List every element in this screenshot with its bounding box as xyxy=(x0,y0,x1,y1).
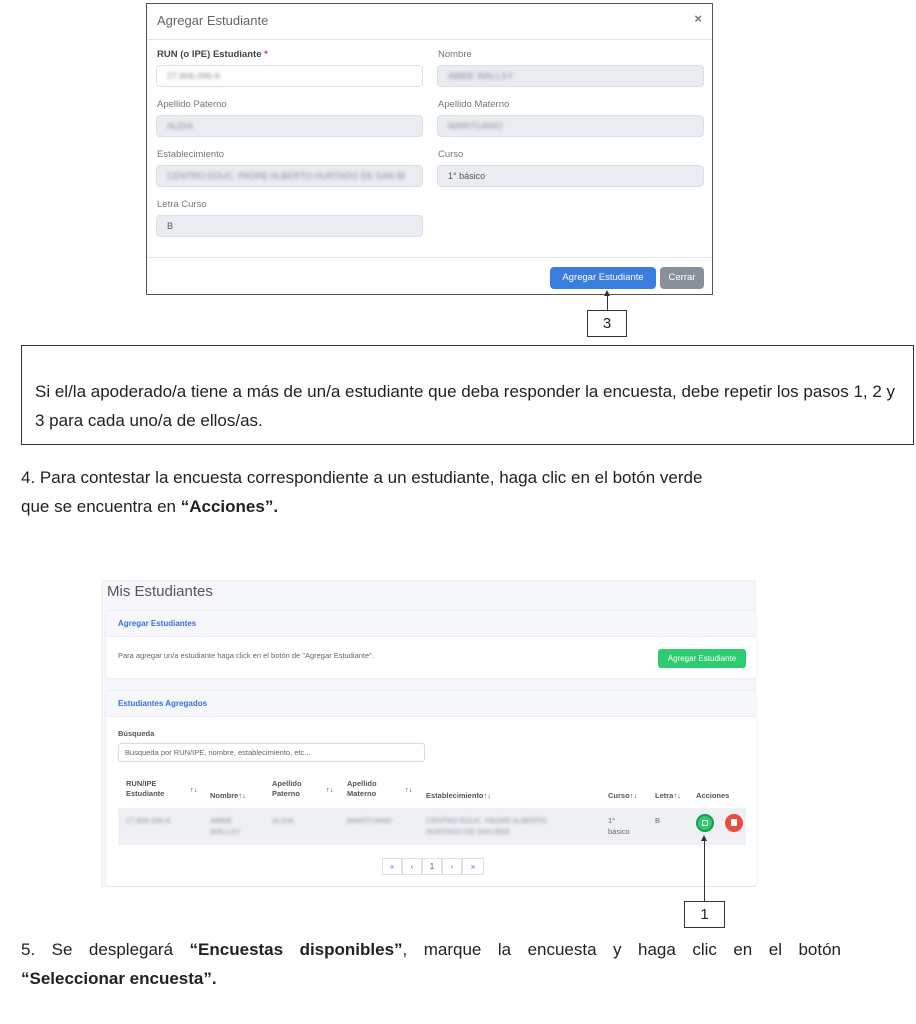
header-acciones: Acciones xyxy=(696,791,730,800)
step5-line2: “Seleccionar encuesta”. xyxy=(21,969,217,988)
agregar-estudiante-modal xyxy=(146,3,713,295)
curso-label: Curso xyxy=(438,149,464,160)
responder-encuesta-green-button[interactable] xyxy=(696,814,714,832)
step5-line1: 5. Se desplegará “Encuestas disponibles”, marque la encuesta y haga clic en el botón xyxy=(21,940,841,959)
header-run[interactable]: RUN/IPE Estudiante xyxy=(126,779,165,798)
trash-icon xyxy=(731,819,737,826)
header-apellido-paterno[interactable]: Apellido Paterno xyxy=(272,779,302,798)
row-curso: 1° básico xyxy=(608,816,630,836)
pagination-page[interactable]: 1 xyxy=(422,858,442,875)
modal-footer-divider xyxy=(147,257,712,258)
apellido-paterno-field: ALDIA xyxy=(156,115,423,137)
note-box xyxy=(21,345,914,445)
agregar-estudiante-green-button[interactable]: Agregar Estudiante xyxy=(658,649,746,668)
agregar-estudiante-button[interactable]: Agregar Estudiante xyxy=(550,267,656,289)
letra-curso-label: Letra Curso xyxy=(157,199,207,210)
establecimiento-field: CENTRO EDUC. PADRE ALBERTO HURTADO DE SAN BI xyxy=(156,165,423,187)
page-title: Mis Estudiantes xyxy=(107,583,213,600)
curso-field: 1° básico xyxy=(437,165,704,187)
establecimiento-label: Establecimiento xyxy=(157,149,225,160)
apellido-paterno-label: Apellido Paterno xyxy=(157,99,227,110)
search-label: Búsqueda xyxy=(118,729,155,738)
close-icon[interactable]: × xyxy=(694,11,702,26)
row-run: 27.806.096-K xyxy=(126,816,172,825)
delete-red-button[interactable] xyxy=(725,814,743,832)
pagination-prev[interactable]: ‹ xyxy=(402,858,422,875)
apellido-materno-field: MARITUANO xyxy=(437,115,704,137)
header-letra: Letra↑↓ xyxy=(655,791,681,800)
callout-line-1 xyxy=(704,840,705,901)
survey-icon xyxy=(702,820,708,826)
row-letra: B xyxy=(655,816,661,825)
agregar-estudiantes-card xyxy=(106,611,756,678)
header-establecimiento[interactable]: Establecimiento↑↓ xyxy=(426,791,492,800)
callout-3: 3 xyxy=(587,310,627,337)
mis-estudiantes-screenshot xyxy=(101,580,756,887)
note-text: Si el/la apoderado/a tiene a más de un/a estudiante que deba responder la encuesta, debe repetir los pasos 1, 2 y 3 para cada uno/a de ellos/as. xyxy=(35,382,896,430)
pagination-next[interactable]: › xyxy=(442,858,462,875)
run-input[interactable]: 27.806.096-K xyxy=(156,65,423,87)
modal-header xyxy=(147,4,712,40)
header-apellido-materno[interactable]: Apellido Materno xyxy=(347,779,377,798)
card-instructions: Para agregar un/a estudiante haga click en el botón de "Agregar Estudiante". xyxy=(118,651,374,660)
nombre-field: ABBIE WALLSY xyxy=(437,65,704,87)
letra-curso-field: B xyxy=(156,215,423,237)
apellido-materno-label: Apellido Materno xyxy=(438,99,510,110)
run-label: RUN (o IPE) Estudiante * xyxy=(157,49,268,60)
search-input[interactable]: Busqueda por RUN/IPE, nombre, establecimiento, etc... xyxy=(118,743,425,762)
sort-icon[interactable]: ↑↓ xyxy=(326,785,334,794)
card-title: Agregar Estudiantes xyxy=(118,619,197,628)
sort-icon[interactable]: ↑↓ xyxy=(405,785,413,794)
row-establecimiento: CENTRO EDUC. PADRE ALBERTO HURTADO DE SAN BER xyxy=(426,816,547,836)
row-apellido-materno: MARITUANO xyxy=(347,816,392,825)
pagination-first[interactable]: « xyxy=(382,858,402,875)
callout-1: 1 xyxy=(684,901,725,928)
nombre-label: Nombre xyxy=(438,49,472,60)
estudiantes-agregados-card xyxy=(106,691,756,886)
callout-line-3 xyxy=(607,295,608,310)
card-title: Estudiantes Agregados xyxy=(118,699,208,708)
pagination-last[interactable]: » xyxy=(462,858,484,875)
header-nombre[interactable]: Nombre↑↓ xyxy=(210,791,246,800)
modal-title: Agregar Estudiante xyxy=(157,13,269,28)
step4-text: 4. Para contestar la encuesta correspondiente a un estudiante, haga clic en el botón verde que se encuentra en “Acciones”. xyxy=(21,468,703,516)
cerrar-button[interactable]: Cerrar xyxy=(660,267,704,289)
sort-icon[interactable]: ↑↓ xyxy=(190,785,198,794)
row-nombre: ABBIE WALLSY xyxy=(210,816,241,836)
row-apellido-paterno: ALDIA xyxy=(272,816,294,825)
header-curso[interactable]: Curso↑↓ xyxy=(608,791,638,800)
